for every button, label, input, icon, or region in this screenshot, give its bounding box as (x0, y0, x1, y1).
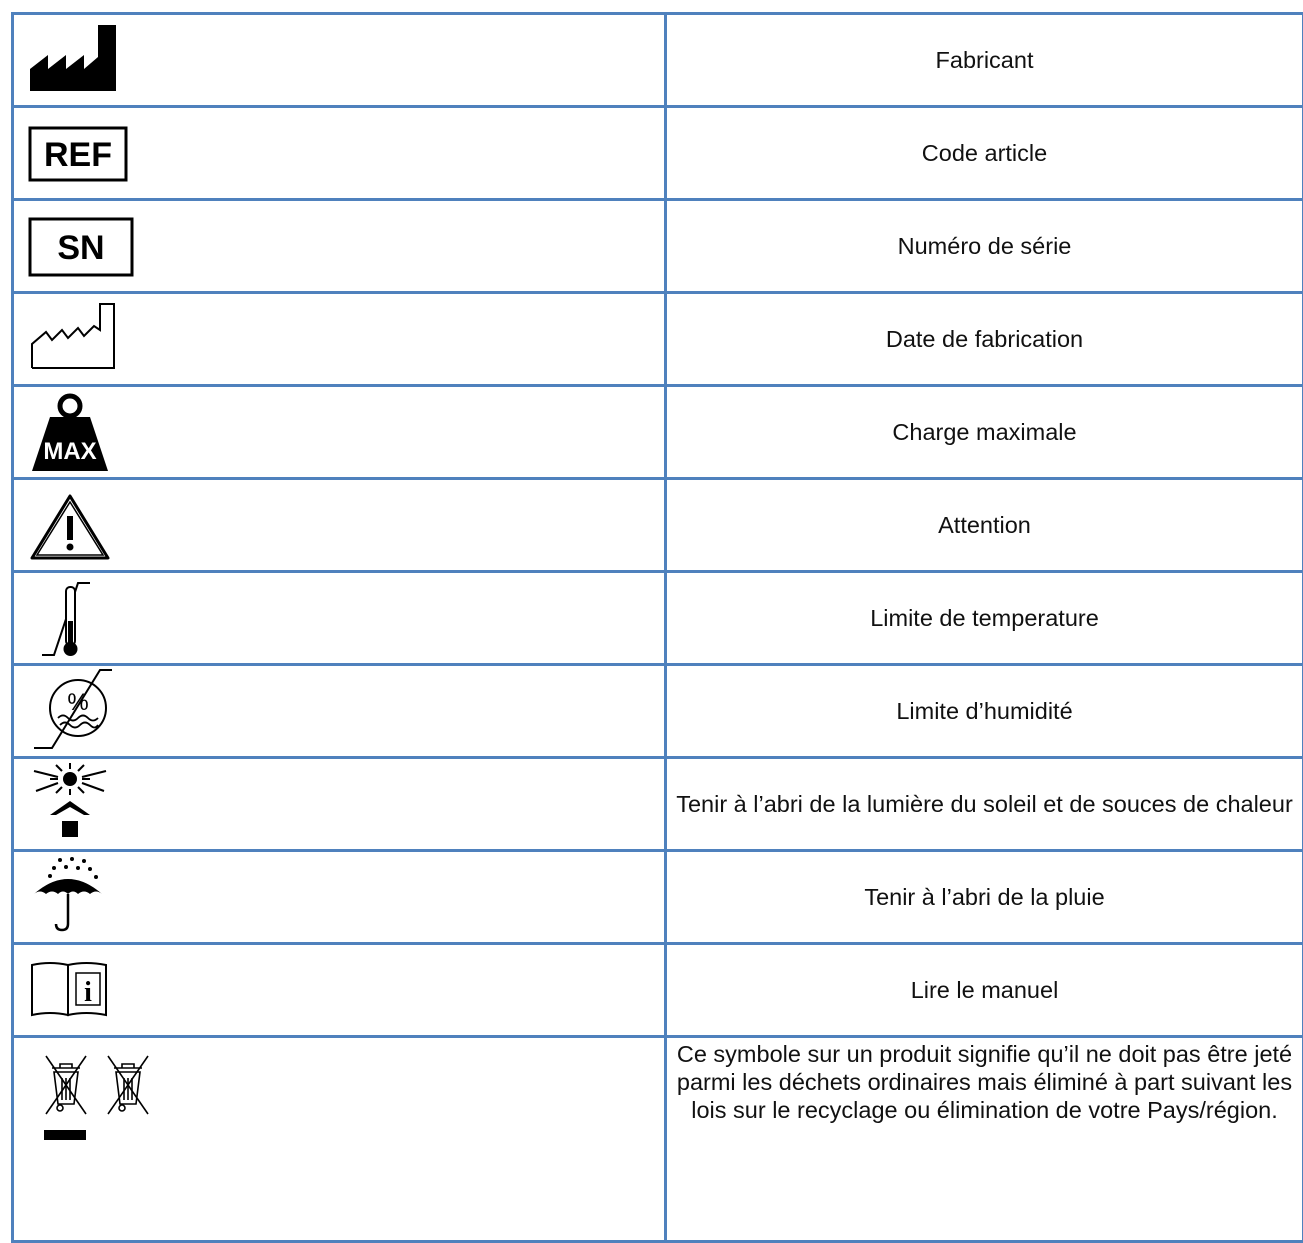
ref-icon-text: REF (44, 136, 112, 174)
icon-cell (13, 479, 666, 572)
table-row (13, 944, 1303, 1037)
row-label: Charge maximale (666, 386, 1303, 479)
icon-cell (13, 758, 666, 851)
row-label: Lire le manuel (666, 944, 1303, 1037)
manufacturer-icon (28, 23, 118, 95)
table-row (13, 14, 1303, 107)
table-row (13, 851, 1303, 944)
humidity-icon-text: % (67, 689, 88, 716)
icon-cell (13, 851, 666, 944)
row-label: Limite d’humidité (666, 665, 1303, 758)
date-of-manufacture-icon (28, 300, 120, 372)
weee-bin-icon (42, 1052, 154, 1144)
row-label: Tenir à l’abri de la pluie (666, 851, 1303, 944)
table-row (13, 758, 1303, 851)
caution-icon (28, 492, 112, 562)
keep-dry-icon (28, 854, 108, 934)
read-manual-icon (28, 959, 112, 1019)
ref-icon (28, 126, 128, 182)
row-label: Ce symbole sur un produit signifie qu’il ne doit pas être jeté parmi les déchets ordinaires mais éliminé à part suivant les lois sur le recyclage ou élimination de votre Pays/région. (666, 1037, 1303, 1242)
row-label: Fabricant (666, 14, 1303, 107)
keep-away-from-sunlight-icon (28, 761, 112, 843)
table-row (13, 293, 1303, 386)
table-row (13, 479, 1303, 572)
row-label: Date de fabrication (666, 293, 1303, 386)
sn-icon-text: SN (57, 229, 104, 267)
row-label: Attention (666, 479, 1303, 572)
row-label: Numéro de série (666, 200, 1303, 293)
row-label: Code article (666, 107, 1303, 200)
sn-icon (28, 217, 134, 277)
humidity-limit-icon (28, 666, 124, 754)
table-row (13, 572, 1303, 665)
icon-cell (13, 14, 666, 107)
table-row (13, 1037, 1303, 1242)
icon-cell (13, 665, 666, 758)
icon-cell (13, 293, 666, 386)
icon-cell (13, 572, 666, 665)
symbols-table (11, 12, 1303, 1243)
max-load-icon (28, 393, 112, 473)
row-label: Tenir à l’abri de la lumière du soleil et de souces de chaleur (666, 758, 1303, 851)
table-row (13, 386, 1303, 479)
table-row (13, 200, 1303, 293)
icon-cell (13, 107, 666, 200)
row-label: Limite de temperature (666, 572, 1303, 665)
icon-cell (13, 944, 666, 1037)
table-row (13, 107, 1303, 200)
icon-cell (13, 200, 666, 293)
temperature-limit-icon (32, 577, 102, 661)
icon-cell (13, 1037, 666, 1242)
table-row (13, 665, 1303, 758)
max-load-icon-text: MAX (43, 438, 96, 465)
manual-icon-text: i (84, 977, 92, 1008)
icon-cell (13, 386, 666, 479)
